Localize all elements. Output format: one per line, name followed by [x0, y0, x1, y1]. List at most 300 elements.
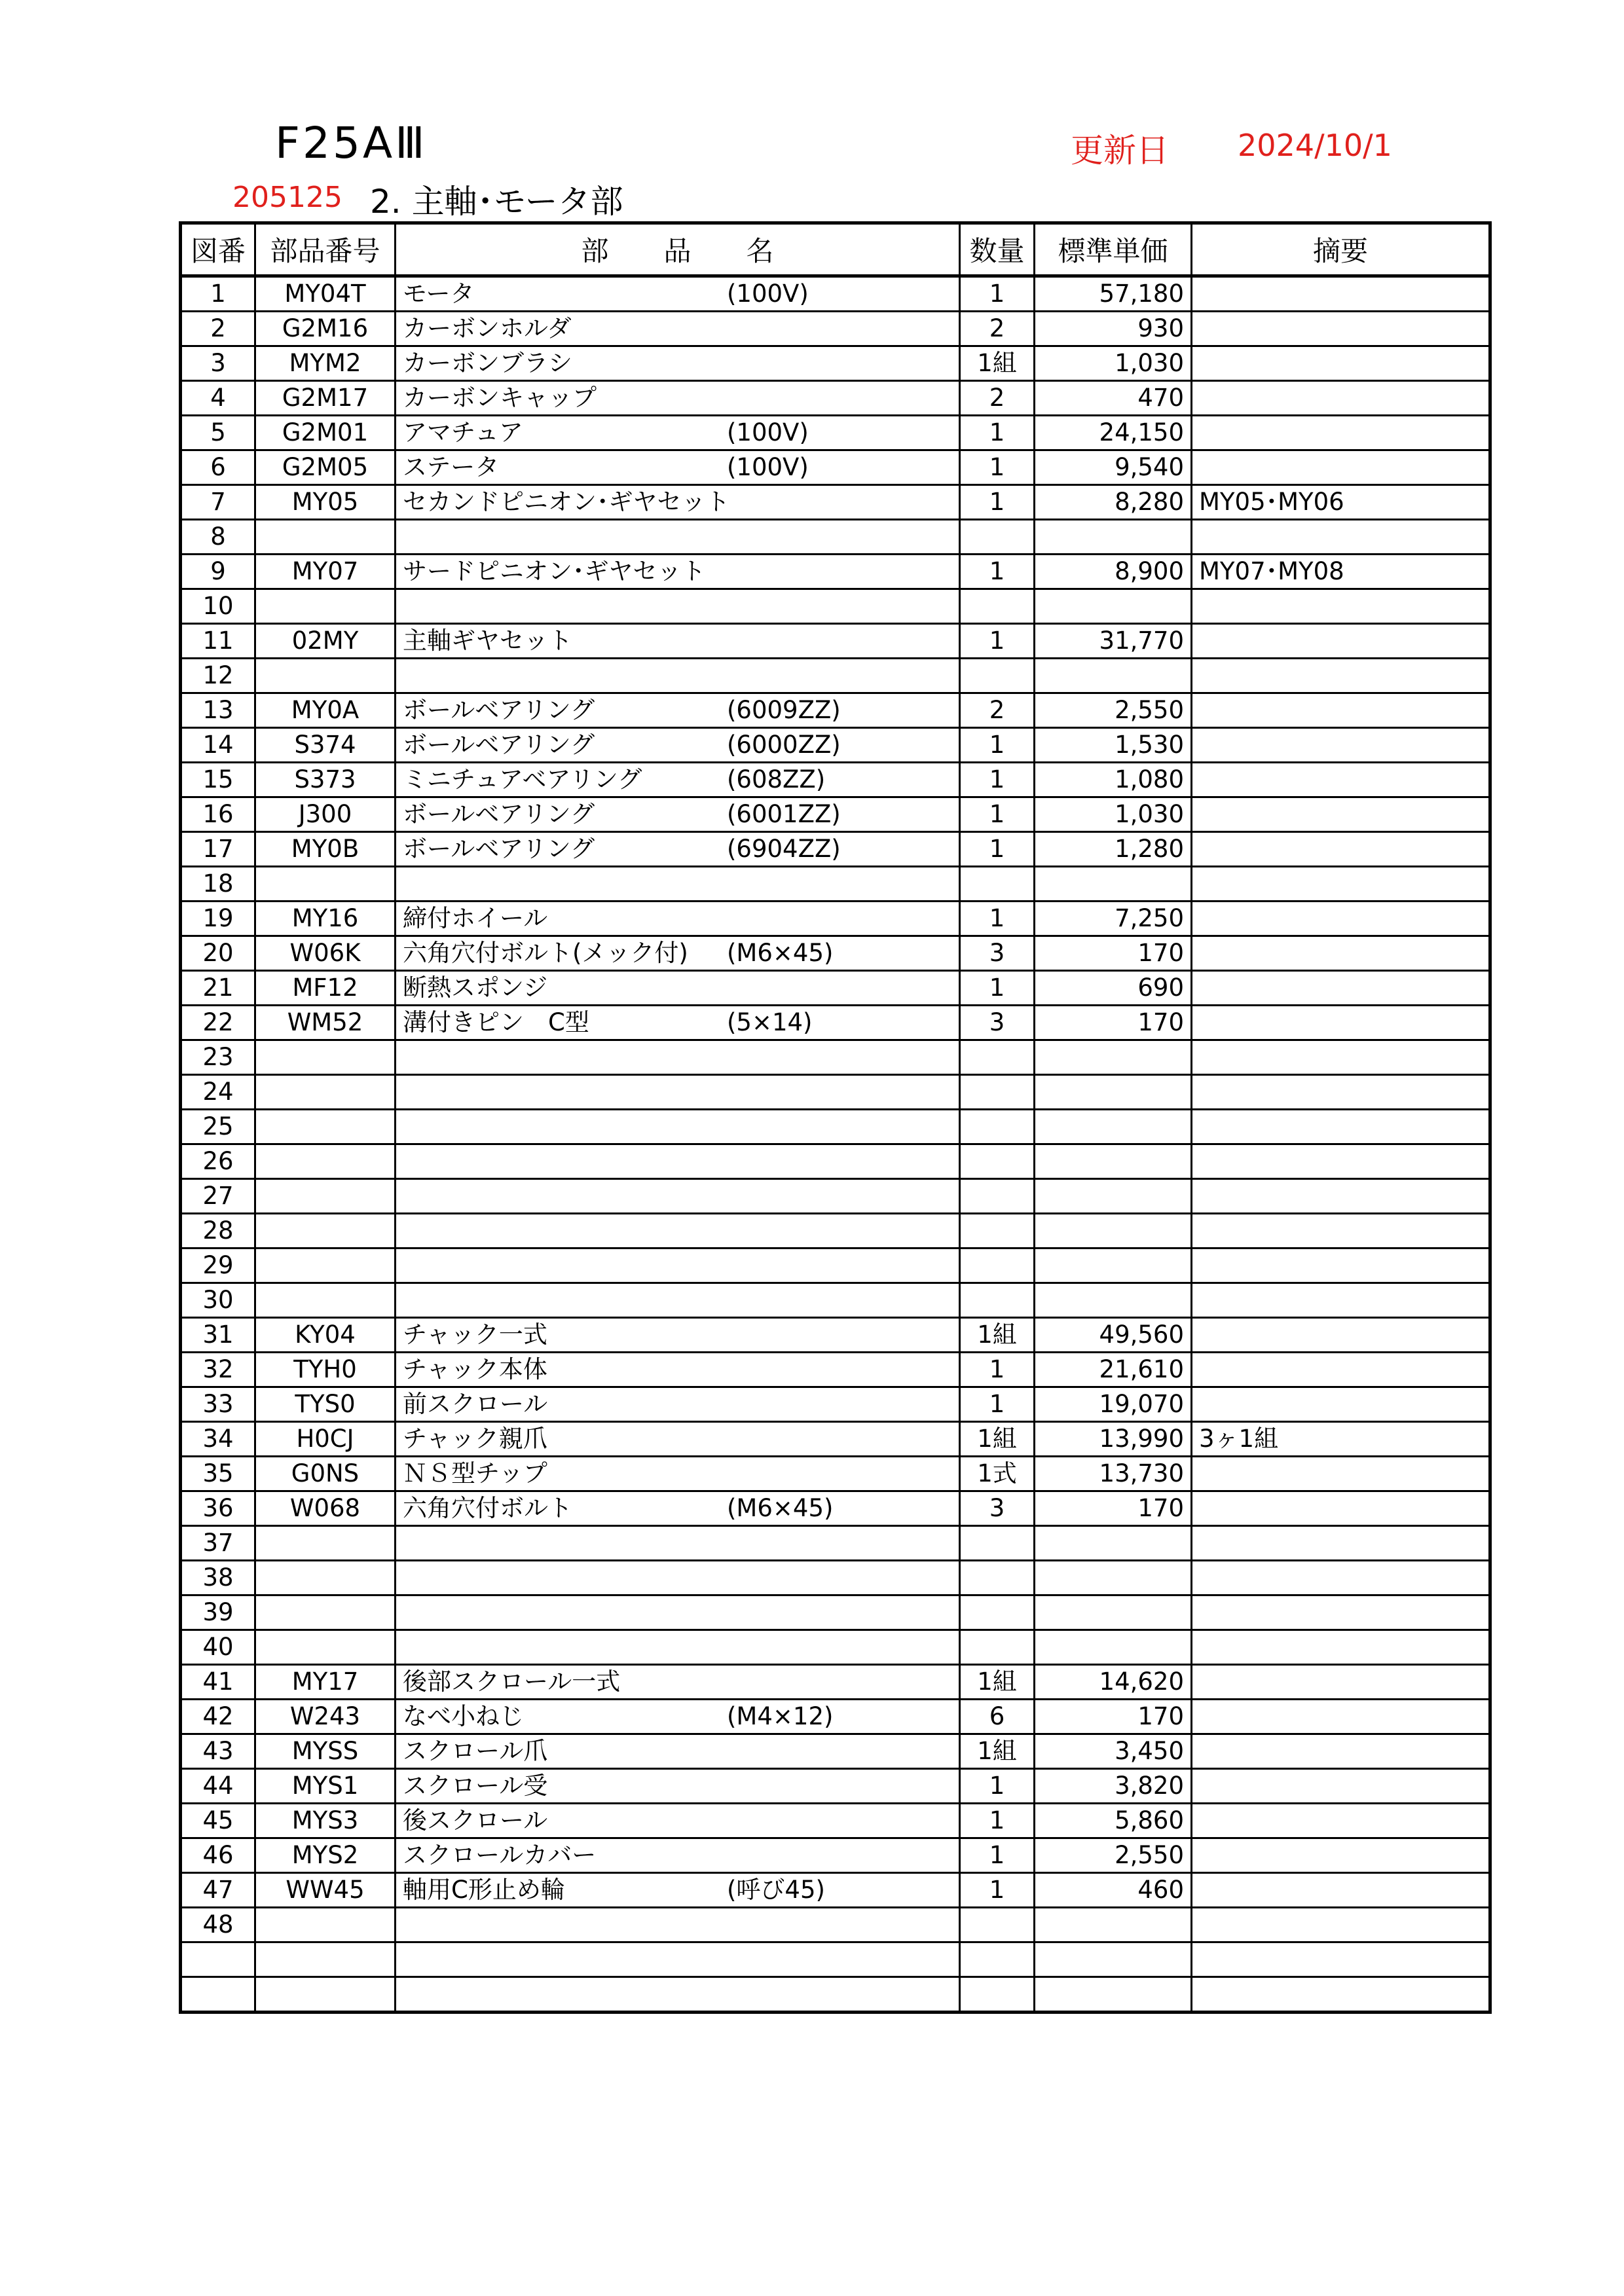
remarks-cell [1192, 1353, 1490, 1387]
table-row [181, 346, 1490, 381]
unit-price-cell [1035, 1526, 1192, 1561]
figure-no-cell [181, 1942, 255, 1977]
figure-no-cell: 18 [181, 867, 255, 902]
part-name-cell [396, 520, 960, 555]
part-no-cell: MYM2 [255, 346, 396, 381]
quantity-cell: 1 [960, 416, 1035, 450]
part-no-cell [255, 1977, 396, 2013]
remarks-cell [1192, 1873, 1490, 1908]
unit-price-cell [1035, 1144, 1192, 1179]
figure-no-cell: 10 [181, 589, 255, 624]
table-row [181, 659, 1490, 693]
col-header-unit-price: 標準単価 [1035, 223, 1192, 276]
table-row [181, 1144, 1490, 1179]
figure-no-cell: 32 [181, 1353, 255, 1387]
remarks-cell [1192, 1734, 1490, 1769]
remarks-cell [1192, 1804, 1490, 1838]
part-no-cell: KY04 [255, 1318, 396, 1353]
part-name-cell [396, 589, 960, 624]
part-no-cell: TYH0 [255, 1353, 396, 1387]
part-name-cell [396, 1908, 960, 1942]
part-name-cell [396, 1353, 960, 1387]
model-title: F25AⅢ [275, 118, 428, 168]
remarks-cell: 3ヶ1組 [1192, 1422, 1490, 1457]
part-name-cell [396, 416, 960, 450]
unit-price-cell: 3,820 [1035, 1769, 1192, 1804]
part-name-cell [396, 832, 960, 867]
figure-no-cell: 16 [181, 797, 255, 832]
part-no-cell [255, 1248, 396, 1283]
figure-no-cell: 29 [181, 1248, 255, 1283]
remarks-cell [1192, 797, 1490, 832]
part-name-text: チャック本体 [403, 1355, 547, 1383]
figure-no-cell: 31 [181, 1318, 255, 1353]
part-name-text: 後部スクロール一式 [403, 1667, 621, 1696]
part-no-cell [255, 1179, 396, 1214]
quantity-cell [960, 1942, 1035, 1977]
remarks-cell [1192, 624, 1490, 659]
table-row [181, 520, 1490, 555]
unit-price-cell: 460 [1035, 1873, 1192, 1908]
remarks-cell [1192, 1040, 1490, 1075]
figure-no-cell: 42 [181, 1700, 255, 1734]
remarks-cell: MY07･MY08 [1192, 555, 1490, 589]
part-spec-text: (100V) [727, 418, 809, 446]
quantity-cell [960, 1144, 1035, 1179]
part-no-cell: MY04T [255, 276, 396, 312]
remarks-cell [1192, 1665, 1490, 1700]
quantity-cell: 1 [960, 1353, 1035, 1387]
quantity-cell: 1 [960, 763, 1035, 797]
part-name-cell [396, 450, 960, 485]
part-no-cell: MY0B [255, 832, 396, 867]
remarks-cell [1192, 1144, 1490, 1179]
part-name-text: チャック一式 [403, 1321, 547, 1349]
quantity-cell: 3 [960, 1006, 1035, 1040]
table-row [181, 1387, 1490, 1422]
figure-no-cell: 41 [181, 1665, 255, 1700]
figure-no-cell: 12 [181, 659, 255, 693]
part-name-text: チャック親爪 [403, 1425, 547, 1453]
figure-no-cell: 23 [181, 1040, 255, 1075]
remarks-cell [1192, 1457, 1490, 1491]
part-no-cell: MYS1 [255, 1769, 396, 1804]
figure-no-cell: 47 [181, 1873, 255, 1908]
remarks-cell [1192, 1110, 1490, 1144]
remarks-cell [1192, 936, 1490, 971]
unit-price-cell [1035, 867, 1192, 902]
header-row [181, 223, 1490, 276]
table-row [181, 902, 1490, 936]
remarks-cell [1192, 1075, 1490, 1110]
part-name-cell [396, 381, 960, 416]
part-no-cell: WM52 [255, 1006, 396, 1040]
unit-price-cell: 2,550 [1035, 693, 1192, 728]
part-name-cell [396, 1977, 960, 2013]
table-row [181, 1804, 1490, 1838]
figure-no-cell: 39 [181, 1595, 255, 1630]
unit-price-cell [1035, 1942, 1192, 1977]
part-no-cell: H0CJ [255, 1422, 396, 1457]
part-name-cell [396, 1387, 960, 1422]
remarks-cell [1192, 1006, 1490, 1040]
part-name-cell [396, 867, 960, 902]
quantity-cell [960, 1075, 1035, 1110]
part-name-text: ステータ [403, 453, 500, 481]
remarks-cell [1192, 1248, 1490, 1283]
part-name-cell [396, 1179, 960, 1214]
part-name-cell [396, 763, 960, 797]
unit-price-cell: 1,530 [1035, 728, 1192, 763]
figure-no-cell: 44 [181, 1769, 255, 1804]
quantity-cell [960, 1179, 1035, 1214]
figure-no-cell [181, 1977, 255, 2013]
part-no-cell [255, 1144, 396, 1179]
part-name-text: ミニチュアベアリング [403, 765, 642, 793]
remarks-cell [1192, 763, 1490, 797]
part-name-cell [396, 1804, 960, 1838]
part-name-cell [396, 346, 960, 381]
figure-no-cell: 4 [181, 381, 255, 416]
part-name-cell [396, 1457, 960, 1491]
quantity-cell: 1 [960, 971, 1035, 1006]
table-row [181, 1769, 1490, 1804]
unit-price-cell: 24,150 [1035, 416, 1192, 450]
quantity-cell: 1 [960, 624, 1035, 659]
part-name-cell [396, 1283, 960, 1318]
quantity-cell: 1組 [960, 1665, 1035, 1700]
figure-no-cell: 17 [181, 832, 255, 867]
quantity-cell [960, 589, 1035, 624]
figure-no-cell: 33 [181, 1387, 255, 1422]
unit-price-cell: 170 [1035, 1700, 1192, 1734]
unit-price-cell: 930 [1035, 312, 1192, 346]
remarks-cell [1192, 728, 1490, 763]
part-name-text: 溝付きピン C型 [403, 1008, 589, 1036]
part-spec-text: (6904ZZ) [727, 835, 841, 863]
unit-price-cell [1035, 1977, 1192, 2013]
remarks-cell [1192, 276, 1490, 312]
part-no-cell: MY16 [255, 902, 396, 936]
figure-no-cell: 11 [181, 624, 255, 659]
part-no-cell: MYS2 [255, 1838, 396, 1873]
unit-price-cell: 9,540 [1035, 450, 1192, 485]
part-name-text: ボールベアリング [403, 800, 595, 828]
quantity-cell: 2 [960, 693, 1035, 728]
table-row [181, 1908, 1490, 1942]
part-name-text: カーボンキャップ [403, 384, 597, 412]
part-no-cell: MYS3 [255, 1804, 396, 1838]
table-row [181, 1457, 1490, 1491]
part-name-cell [396, 936, 960, 971]
part-no-cell [255, 1214, 396, 1248]
unit-price-cell [1035, 1595, 1192, 1630]
quantity-cell [960, 1977, 1035, 2013]
part-no-cell [255, 1942, 396, 1977]
table-row [181, 276, 1490, 312]
part-spec-text: (100V) [727, 280, 809, 308]
unit-price-cell: 690 [1035, 971, 1192, 1006]
quantity-cell: 1 [960, 1838, 1035, 1873]
part-spec-text: (M4×12) [727, 1702, 834, 1730]
part-name-cell [396, 624, 960, 659]
part-name-text: スクロールカバー [403, 1841, 597, 1869]
table-row [181, 971, 1490, 1006]
remarks-cell [1192, 1491, 1490, 1526]
quantity-cell [960, 867, 1035, 902]
table-row [181, 1110, 1490, 1144]
part-spec-text: (M6×45) [727, 939, 834, 967]
part-name-cell [396, 1006, 960, 1040]
quantity-cell: 1 [960, 276, 1035, 312]
table-row [181, 1700, 1490, 1734]
part-spec-text: (6001ZZ) [727, 800, 841, 828]
table-row [181, 1214, 1490, 1248]
quantity-cell: 6 [960, 1700, 1035, 1734]
part-no-cell: S373 [255, 763, 396, 797]
part-name-cell [396, 555, 960, 589]
remarks-cell [1192, 1318, 1490, 1353]
section-title: 2. 主軸･モータ部 [370, 183, 623, 221]
part-name-cell [396, 1734, 960, 1769]
quantity-cell [960, 1908, 1035, 1942]
part-name-text: モータ [403, 280, 475, 308]
remarks-cell [1192, 1283, 1490, 1318]
table-row [181, 1665, 1490, 1700]
unit-price-cell: 49,560 [1035, 1318, 1192, 1353]
unit-price-cell: 31,770 [1035, 624, 1192, 659]
part-name-cell [396, 1630, 960, 1665]
part-spec-text: (呼び45) [727, 1876, 825, 1904]
remarks-cell [1192, 1977, 1490, 2013]
unit-price-cell [1035, 589, 1192, 624]
part-no-cell: G0NS [255, 1457, 396, 1491]
unit-price-cell: 57,180 [1035, 276, 1192, 312]
part-name-text: 前スクロール [403, 1390, 548, 1418]
part-name-text: ＮＳ型チップ [403, 1459, 547, 1487]
part-name-text: 六角穴付ボルト(メック付) [403, 939, 688, 967]
part-name-cell [396, 1700, 960, 1734]
part-name-cell [396, 1665, 960, 1700]
unit-price-cell: 7,250 [1035, 902, 1192, 936]
quantity-cell: 2 [960, 312, 1035, 346]
part-name-cell [396, 1491, 960, 1526]
remarks-cell [1192, 902, 1490, 936]
remarks-cell [1192, 416, 1490, 450]
table-row [181, 763, 1490, 797]
part-no-cell: W06K [255, 936, 396, 971]
table-row [181, 936, 1490, 971]
unit-price-cell [1035, 1283, 1192, 1318]
figure-no-cell: 40 [181, 1630, 255, 1665]
remarks-cell [1192, 346, 1490, 381]
part-name-cell [396, 1214, 960, 1248]
part-no-cell: MYSS [255, 1734, 396, 1769]
part-name-text: セカンドピニオン･ギヤセット [403, 488, 730, 516]
table-row [181, 1942, 1490, 1977]
part-name-cell [396, 1873, 960, 1908]
part-name-cell [396, 693, 960, 728]
figure-no-cell: 15 [181, 763, 255, 797]
figure-no-cell: 14 [181, 728, 255, 763]
remarks-cell [1192, 1630, 1490, 1665]
part-spec-text: (6009ZZ) [727, 696, 841, 724]
remarks-cell [1192, 1769, 1490, 1804]
part-name-cell [396, 902, 960, 936]
quantity-cell [960, 1110, 1035, 1144]
part-name-text: 軸用C形止め輪 [403, 1876, 565, 1904]
part-no-cell: 02MY [255, 624, 396, 659]
part-spec-text: (608ZZ) [727, 765, 826, 793]
unit-price-cell [1035, 659, 1192, 693]
part-name-cell [396, 1040, 960, 1075]
part-no-cell: TYS0 [255, 1387, 396, 1422]
figure-no-cell: 9 [181, 555, 255, 589]
figure-no-cell: 5 [181, 416, 255, 450]
part-name-cell [396, 1110, 960, 1144]
unit-price-cell: 2,550 [1035, 1838, 1192, 1873]
part-no-cell: J300 [255, 797, 396, 832]
unit-price-cell [1035, 1248, 1192, 1283]
quantity-cell: 1 [960, 1873, 1035, 1908]
part-name-cell [396, 276, 960, 312]
part-no-cell [255, 659, 396, 693]
col-header-part-name: 部 品 名 [396, 223, 960, 276]
quantity-cell [960, 1561, 1035, 1595]
figure-no-cell: 21 [181, 971, 255, 1006]
part-name-cell [396, 728, 960, 763]
part-no-cell [255, 1908, 396, 1942]
table-row [181, 1561, 1490, 1595]
quantity-cell [960, 1630, 1035, 1665]
figure-no-cell: 37 [181, 1526, 255, 1561]
table-row [181, 867, 1490, 902]
part-name-cell [396, 971, 960, 1006]
quantity-cell: 1組 [960, 1734, 1035, 1769]
table-row [181, 1838, 1490, 1873]
unit-price-cell: 8,280 [1035, 485, 1192, 520]
quantity-cell: 3 [960, 936, 1035, 971]
part-no-cell: MY05 [255, 485, 396, 520]
part-name-text: アマチュア [403, 418, 523, 446]
quantity-cell [960, 1595, 1035, 1630]
quantity-cell: 1 [960, 555, 1035, 589]
unit-price-cell: 5,860 [1035, 1804, 1192, 1838]
part-no-cell: MY17 [255, 1665, 396, 1700]
part-name-text: 後スクロール [403, 1806, 548, 1834]
parts-table [179, 221, 1492, 2014]
part-no-cell [255, 1561, 396, 1595]
quantity-cell: 1式 [960, 1457, 1035, 1491]
col-header-remarks: 摘要 [1192, 223, 1490, 276]
figure-no-cell: 22 [181, 1006, 255, 1040]
part-name-cell [396, 797, 960, 832]
quantity-cell [960, 659, 1035, 693]
part-no-cell: S374 [255, 728, 396, 763]
quantity-cell: 1 [960, 485, 1035, 520]
part-name-cell [396, 1248, 960, 1283]
figure-no-cell: 36 [181, 1491, 255, 1526]
figure-no-cell: 27 [181, 1179, 255, 1214]
col-header-part-no: 部品番号 [255, 223, 396, 276]
table-row [181, 1873, 1490, 1908]
part-no-cell: MF12 [255, 971, 396, 1006]
remarks-cell [1192, 1942, 1490, 1977]
part-spec-text: (5×14) [727, 1008, 813, 1036]
quantity-cell [960, 1040, 1035, 1075]
table-row [181, 624, 1490, 659]
part-no-cell [255, 867, 396, 902]
part-name-cell [396, 1526, 960, 1561]
part-name-cell [396, 1561, 960, 1595]
part-name-cell [396, 485, 960, 520]
part-name-cell [396, 659, 960, 693]
remarks-cell [1192, 1595, 1490, 1630]
quantity-cell: 2 [960, 381, 1035, 416]
table-row [181, 832, 1490, 867]
unit-price-cell: 13,990 [1035, 1422, 1192, 1457]
remarks-cell [1192, 693, 1490, 728]
table-row [181, 1734, 1490, 1769]
part-no-cell [255, 520, 396, 555]
part-name-text: ボールベアリング [403, 731, 595, 759]
figure-no-cell: 24 [181, 1075, 255, 1110]
unit-price-cell: 1,080 [1035, 763, 1192, 797]
parts-table-body [181, 276, 1490, 2013]
unit-price-cell: 13,730 [1035, 1457, 1192, 1491]
part-no-cell [255, 1075, 396, 1110]
quantity-cell: 3 [960, 1491, 1035, 1526]
quantity-cell [960, 1248, 1035, 1283]
figure-no-cell: 2 [181, 312, 255, 346]
unit-price-cell: 8,900 [1035, 555, 1192, 589]
part-name-text: カーボンホルダ [403, 314, 572, 342]
quantity-cell [960, 1214, 1035, 1248]
quantity-cell: 1組 [960, 1318, 1035, 1353]
quantity-cell [960, 1526, 1035, 1561]
unit-price-cell [1035, 1179, 1192, 1214]
figure-no-cell: 26 [181, 1144, 255, 1179]
remarks-cell [1192, 867, 1490, 902]
unit-price-cell [1035, 520, 1192, 555]
part-no-cell: MY0A [255, 693, 396, 728]
part-no-cell: WW45 [255, 1873, 396, 1908]
part-no-cell: MY07 [255, 555, 396, 589]
unit-price-cell: 14,620 [1035, 1665, 1192, 1700]
table-row [181, 1040, 1490, 1075]
part-name-cell [396, 1318, 960, 1353]
figure-no-cell: 13 [181, 693, 255, 728]
part-name-text: スクロール受 [403, 1772, 548, 1800]
part-name-cell [396, 1769, 960, 1804]
unit-price-cell [1035, 1561, 1192, 1595]
part-no-cell [255, 1040, 396, 1075]
table-row [181, 416, 1490, 450]
table-row [181, 1283, 1490, 1318]
remarks-cell [1192, 1700, 1490, 1734]
table-row [181, 1977, 1490, 2013]
part-name-cell [396, 1942, 960, 1977]
part-name-text: ボールベアリング [403, 835, 595, 863]
catalog-number: 205125 [232, 181, 342, 214]
figure-no-cell: 8 [181, 520, 255, 555]
table-row [181, 1075, 1490, 1110]
unit-price-cell: 170 [1035, 1491, 1192, 1526]
table-row [181, 381, 1490, 416]
quantity-cell: 1 [960, 1387, 1035, 1422]
part-no-cell: W243 [255, 1700, 396, 1734]
part-name-text: 六角穴付ボルト [403, 1494, 572, 1522]
